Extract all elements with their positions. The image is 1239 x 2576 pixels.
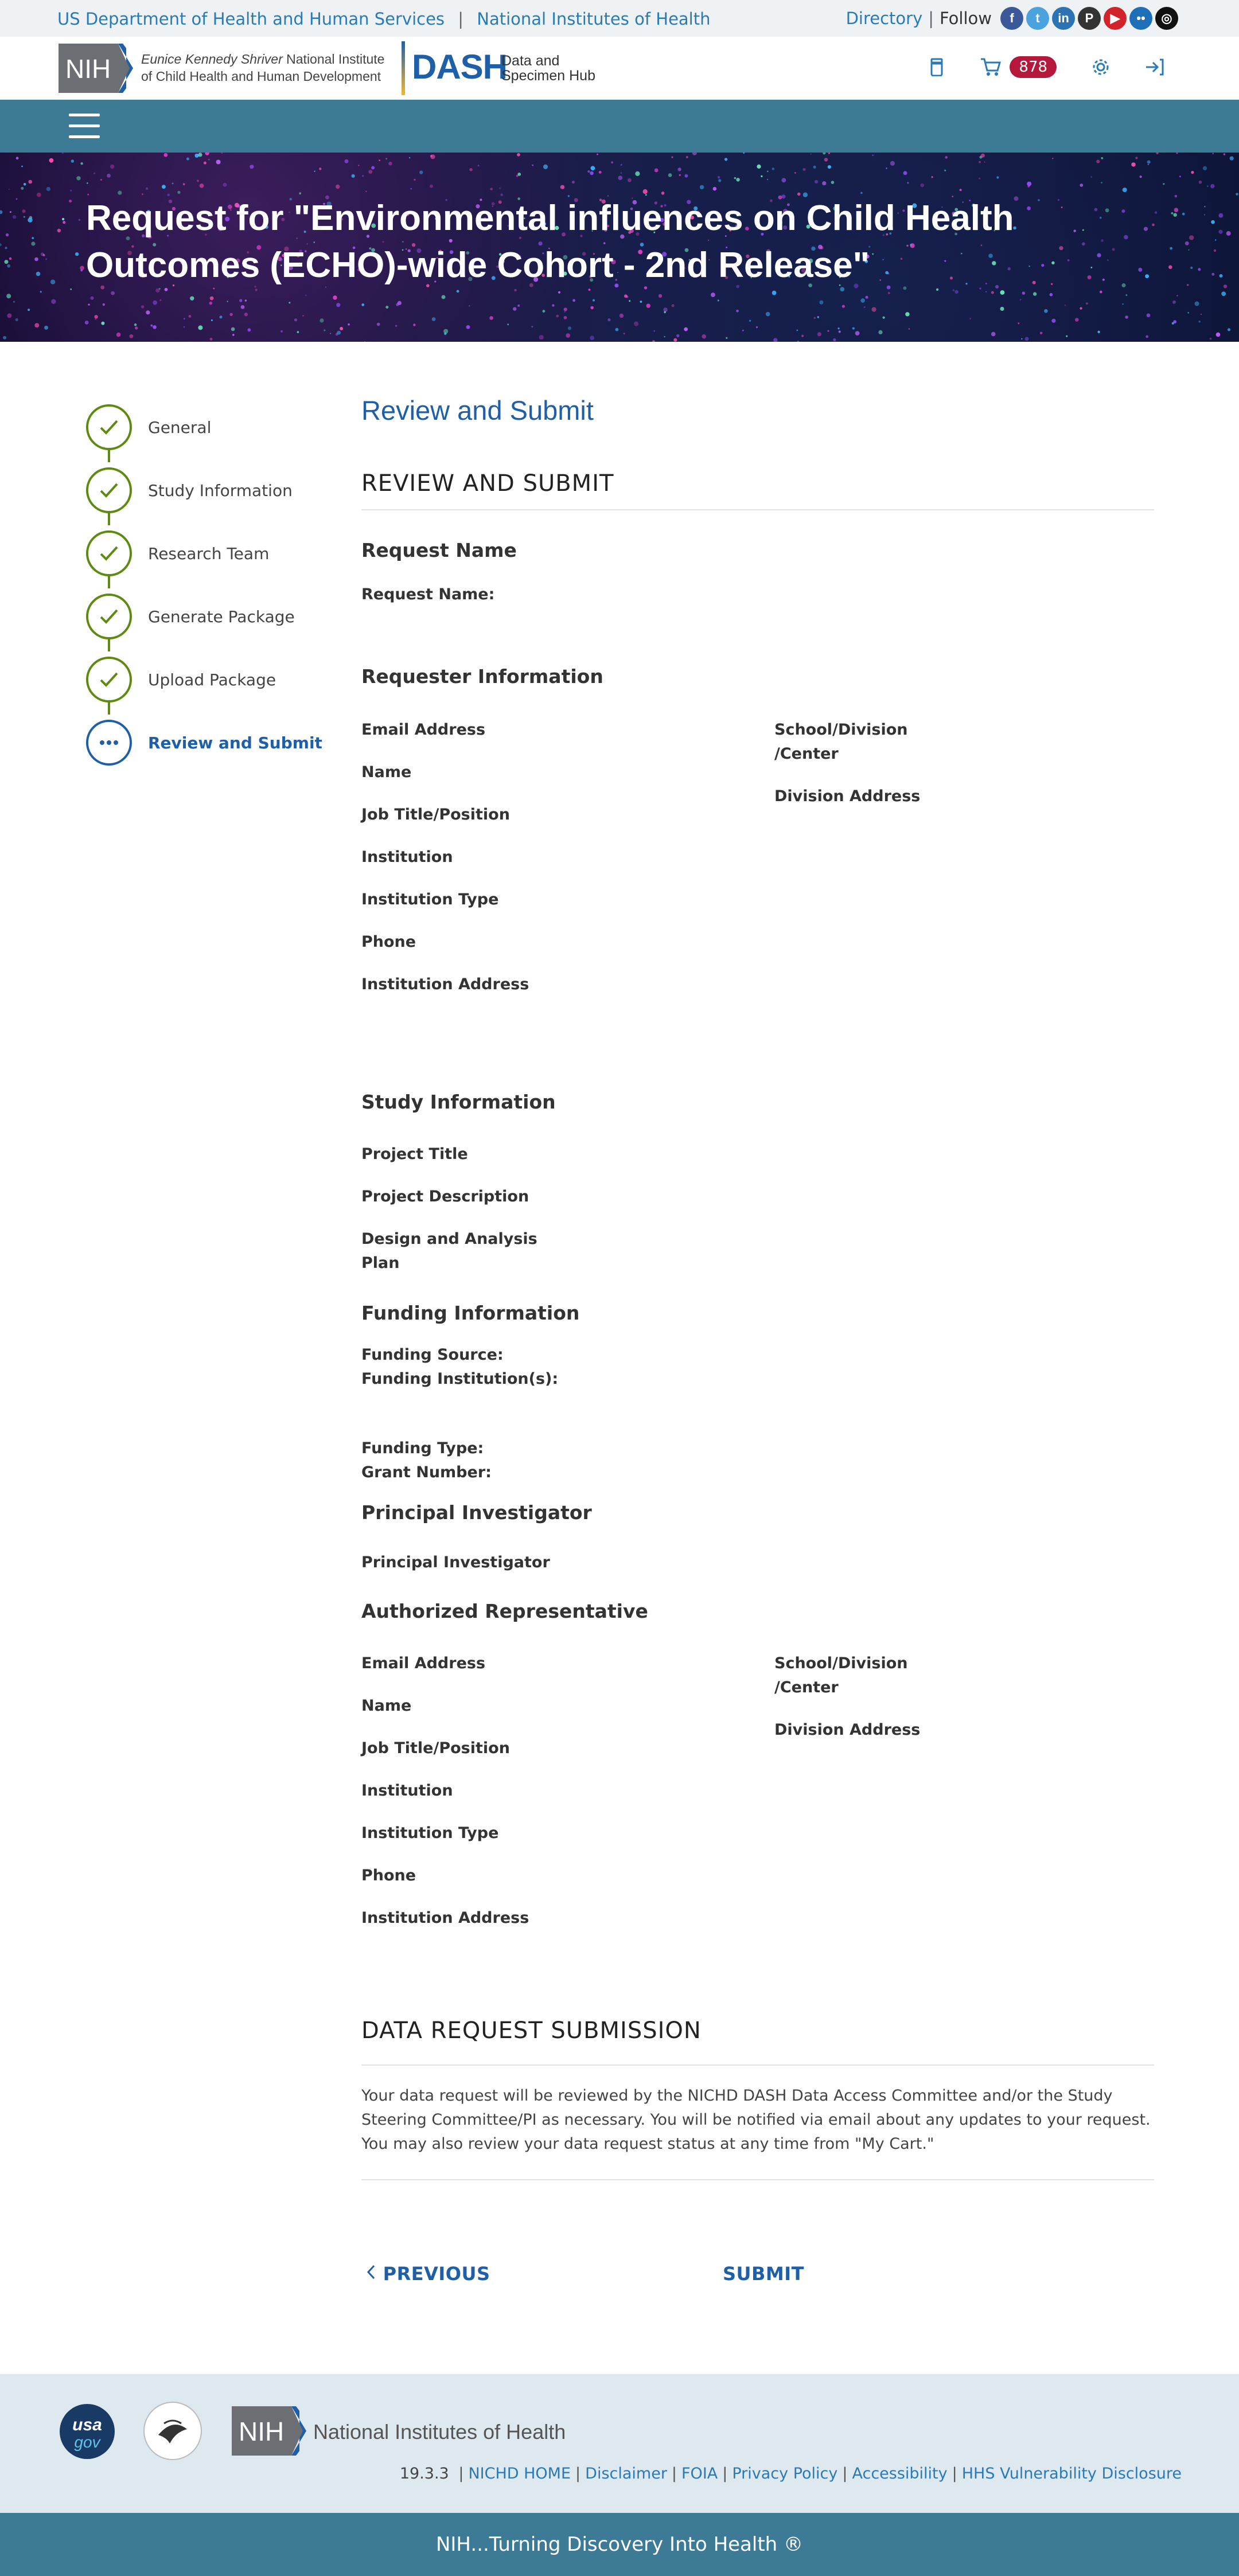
previous-button[interactable] [366, 2263, 490, 2285]
site-header [0, 37, 1239, 100]
checkmark-icon [86, 404, 132, 450]
cart-icon [980, 57, 1002, 77]
follow-label: Follow [940, 9, 992, 28]
funding-source-label: Funding Source: [361, 1346, 504, 1364]
gov-text: gov [74, 2433, 100, 2451]
footer-nih-badge-text: NIH [239, 2417, 285, 2446]
step-label: Upload Package [148, 670, 276, 689]
auth-school-division-line2: /Center [774, 1679, 839, 1696]
separator: | [458, 2465, 464, 2483]
facebook-icon[interactable]: f [1000, 7, 1023, 30]
footer-link[interactable]: Privacy Policy [732, 2465, 838, 2483]
principal-investigator-label: Principal Investigator [361, 1554, 550, 1571]
footer-nih-logo[interactable] [232, 2406, 306, 2456]
separator: | [952, 2465, 957, 2483]
dash-logo[interactable]: DASH [412, 48, 508, 86]
divider [361, 2179, 1154, 2180]
sign-in-icon[interactable] [1145, 58, 1164, 76]
separator: | [575, 2465, 581, 2483]
site-footer [0, 2374, 1239, 2513]
institute-name-rest: National Institute [282, 52, 385, 67]
cart-count-badge: 878 [1010, 56, 1057, 78]
checkmark-icon [86, 467, 132, 513]
cart-button[interactable] [980, 56, 1057, 78]
auth-school-division [774, 1652, 908, 1700]
study-project-title: Project Title [361, 1145, 468, 1163]
authorized-rep-heading: Authorized Representative [361, 1600, 648, 1622]
gear-icon[interactable] [1091, 57, 1111, 77]
auth-division-address: Division Address [774, 1721, 921, 1739]
separator: | [842, 2465, 848, 2483]
previous-label: PREVIOUS [383, 2263, 490, 2285]
submission-notice: Your data request will be reviewed by the NICHD DASH Data Access Committee and/or the Study Steering Committee/PI as necessary. You will be notified via email about any updates to your request. You may also review your data request status at any time from "My Cart." [361, 2087, 1151, 2153]
auth-rep-institution-address: Institution Address [361, 1909, 529, 1927]
funding-institution-label: Funding Institution(s): [361, 1370, 559, 1388]
main-nav-bar [0, 100, 1239, 153]
twitter-icon[interactable]: t [1026, 7, 1049, 30]
progress-steps [86, 396, 322, 774]
school-division-line1: School/Division [774, 721, 908, 739]
review-section-heading: REVIEW AND SUBMIT [361, 447, 1154, 510]
checkmark-icon [86, 594, 132, 639]
logo-divider [402, 41, 405, 95]
design-analysis-plan [361, 1227, 537, 1275]
divider [361, 2064, 1154, 2066]
follow-links [846, 7, 1178, 30]
usa-text: usa [72, 2415, 102, 2434]
instagram-icon[interactable]: ◎ [1155, 7, 1178, 30]
footer-link[interactable]: FOIA [681, 2465, 718, 2483]
footer-link[interactable]: NICHD HOME [468, 2465, 571, 2483]
step-label: Generate Package [148, 607, 295, 626]
agency-links [57, 8, 710, 29]
funding-info-heading: Funding Information [361, 1302, 580, 1324]
header-icons [894, 56, 1164, 78]
auth-rep-institution-type: Institution Type [361, 1824, 499, 1842]
step-label: Study Information [148, 481, 293, 500]
auth-rep-institution: Institution [361, 1782, 453, 1800]
grant-number-label: Grant Number: [361, 1463, 492, 1481]
design-plan-line1: Design and Analysis [361, 1230, 537, 1248]
institute-name-line2: of Child Health and Human Development [141, 69, 381, 84]
requester-institution-address: Institution Address [361, 975, 529, 993]
school-division-line2: /Center [774, 745, 839, 763]
request-name-label: Request Name: [361, 586, 495, 603]
funding-type-label: Funding Type: [361, 1439, 484, 1457]
pinterest-icon[interactable]: P [1078, 7, 1101, 30]
main-content [361, 395, 1154, 510]
footer-link[interactable]: Disclaimer [585, 2465, 667, 2483]
footer-link[interactable]: HHS Vulnerability Disclosure [961, 2465, 1182, 2483]
separator: | [458, 9, 464, 29]
checkmark-icon [86, 530, 132, 576]
step-study-information[interactable] [86, 459, 322, 522]
nih-badge-text: NIH [65, 54, 111, 84]
directory-link[interactable]: Directory [846, 9, 923, 28]
youtube-icon[interactable]: ▶ [1104, 7, 1127, 30]
auth-rep-email-address: Email Address [361, 1654, 486, 1672]
step-generate-package[interactable] [86, 585, 322, 648]
hhs-seal-logo[interactable] [141, 2401, 204, 2461]
submission-heading: DATA REQUEST SUBMISSION [361, 2017, 702, 2044]
footer-tagline: NIH...Turning Discovery Into Health ® [0, 2513, 1239, 2576]
dash-subtitle-line1: Data and [501, 53, 560, 69]
usa-gov-logo[interactable] [59, 2403, 116, 2460]
separator: | [928, 9, 934, 28]
auth-school-division-line1: School/Division [774, 1654, 908, 1672]
auth-rep-job-title-position: Job Title/Position [361, 1739, 510, 1757]
step-label: General [148, 417, 212, 437]
requester-email-address: Email Address [361, 721, 486, 739]
auth-rep-name: Name [361, 1697, 412, 1715]
nih-logo[interactable] [59, 44, 133, 93]
version-number: 19.3.3 [399, 2465, 449, 2483]
requester-phone: Phone [361, 933, 416, 951]
step-research-team[interactable] [86, 522, 322, 585]
step-label: Review and Submit [148, 733, 322, 752]
specimen-jar-icon[interactable] [928, 58, 945, 76]
hhs-link[interactable]: US Department of Health and Human Services [57, 9, 445, 29]
nih-link[interactable]: National Institutes of Health [477, 9, 711, 29]
menu-icon[interactable] [69, 114, 100, 139]
submit-button[interactable]: SUBMIT [723, 2263, 804, 2285]
study-info-heading: Study Information [361, 1091, 556, 1113]
banner-title: Request for "Environmental influences on Child Health Outcomes (ECHO)-wide Cohort - 2nd Release" [86, 198, 1014, 285]
requester-job-title-position: Job Title/Position [361, 806, 510, 823]
footer-nih-name: National Institutes of Health [313, 2420, 566, 2444]
study-project-description: Project Description [361, 1188, 529, 1205]
requester-info-heading: Requester Information [361, 665, 603, 688]
dash-subtitle [501, 53, 595, 83]
requester-institution: Institution [361, 848, 453, 866]
step-general[interactable] [86, 396, 322, 459]
requester-name: Name [361, 763, 412, 781]
requester-school-division [774, 718, 908, 766]
requester-division-address: Division Address [774, 787, 921, 805]
request-name-heading: Request Name [361, 539, 517, 561]
requester-institution-type: Institution Type [361, 891, 499, 908]
linkedin-icon[interactable]: in [1052, 7, 1075, 30]
page-banner [0, 153, 1239, 342]
top-utility-bar [0, 0, 1239, 37]
chevron-left-icon [366, 2263, 376, 2285]
step-upload-package[interactable] [86, 648, 322, 711]
separator: | [671, 2465, 677, 2483]
auth-rep-phone: Phone [361, 1867, 416, 1884]
institute-name-italic: Eunice Kennedy Shriver [141, 52, 283, 67]
separator: | [722, 2465, 728, 2483]
dash-subtitle-line2: Specimen Hub [501, 68, 595, 84]
more-dots-icon [86, 720, 132, 766]
footer-links [400, 2465, 1182, 2483]
social-icons [998, 7, 1178, 30]
page-title: Review and Submit [361, 395, 594, 426]
footer-link[interactable]: Accessibility [852, 2465, 948, 2483]
principal-investigator-heading: Principal Investigator [361, 1501, 592, 1524]
design-plan-line2: Plan [361, 1254, 400, 1272]
step-label: Research Team [148, 544, 270, 563]
flickr-icon[interactable]: •• [1129, 7, 1152, 30]
checkmark-icon [86, 657, 132, 702]
step-review-and-submit[interactable] [86, 711, 322, 774]
institute-name [141, 50, 384, 85]
